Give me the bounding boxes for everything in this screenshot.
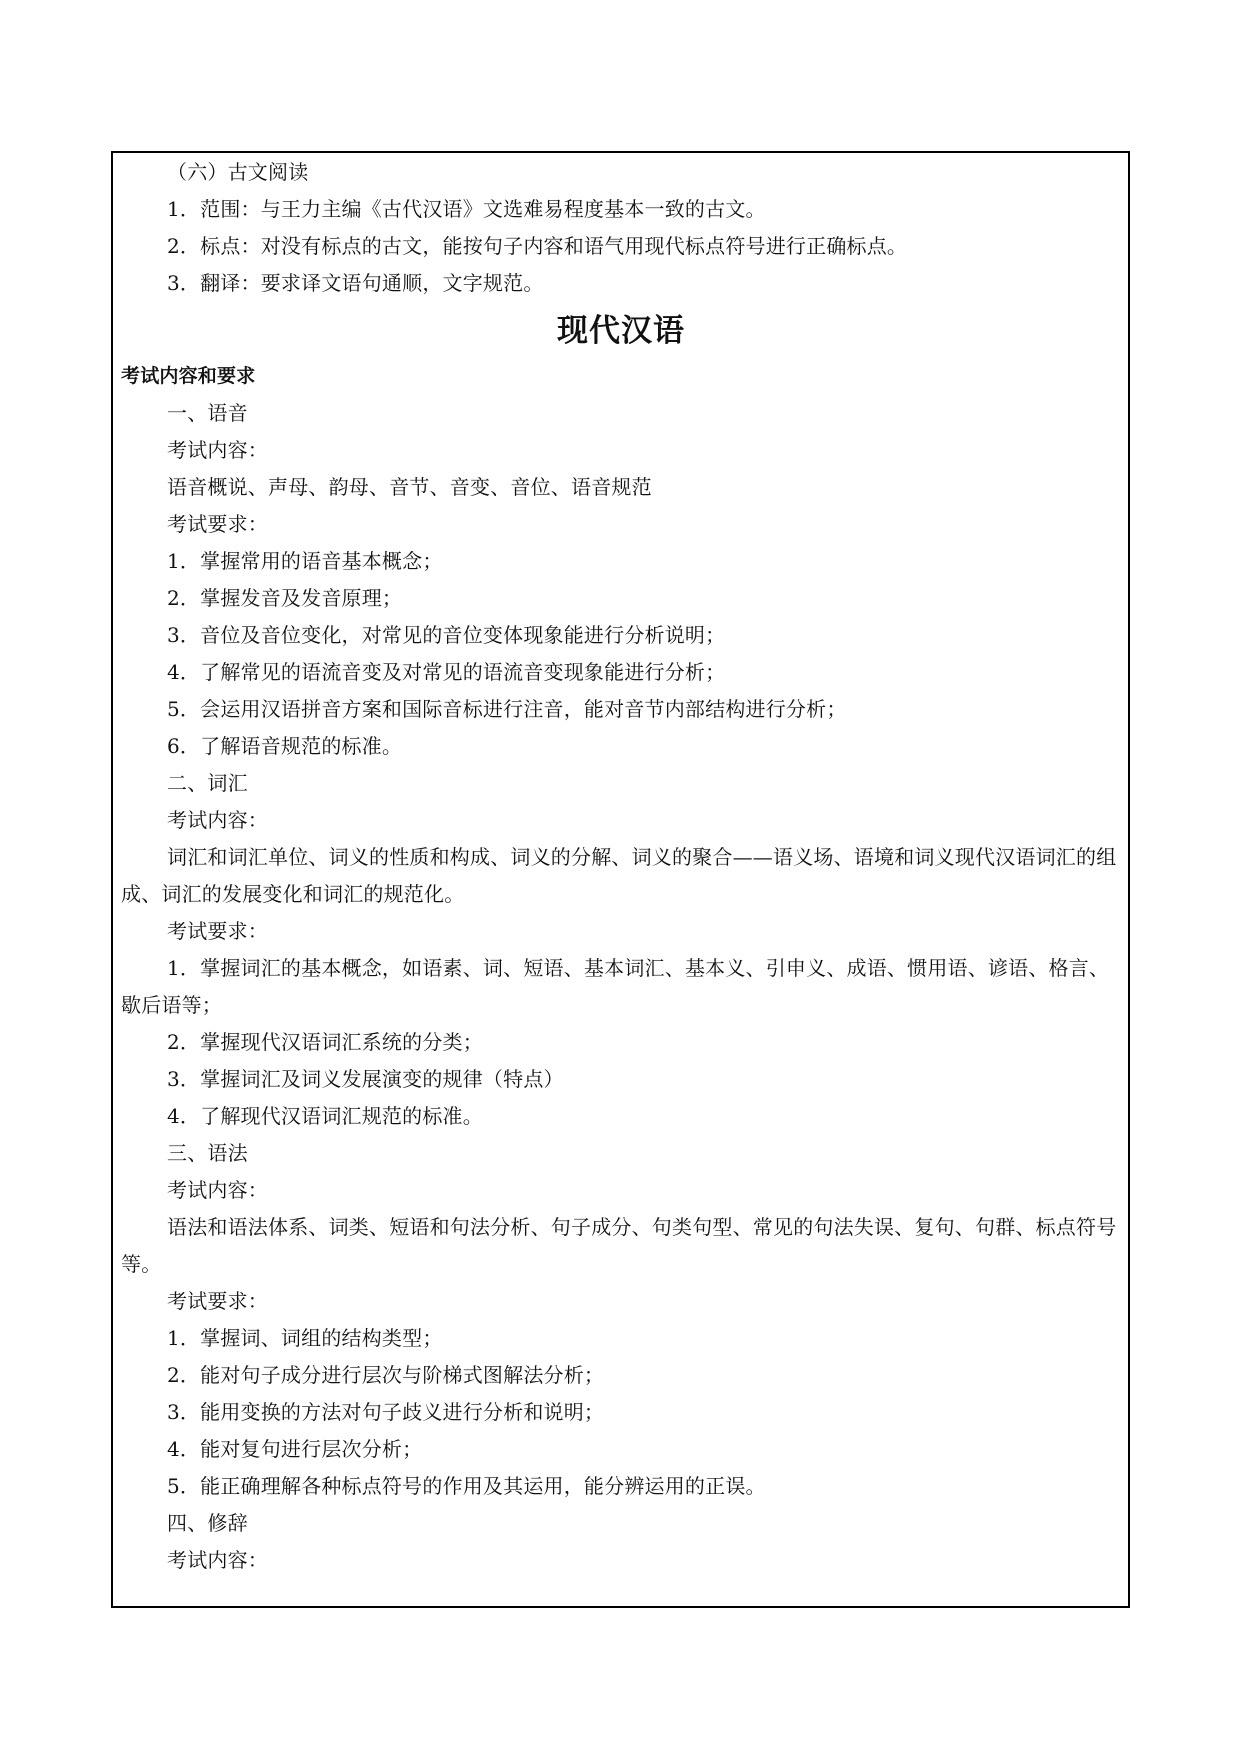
phonetics-req-1: 1．掌握常用的语音基本概念；	[167, 549, 443, 573]
grammar-req-1: 1．掌握词、词组的结构类型；	[167, 1326, 443, 1350]
rhetoric-content-label: 考试内容：	[167, 1548, 268, 1572]
grammar-req-5: 5．能正确理解各种标点符号的作用及其运用，能分辨运用的正误。	[167, 1474, 766, 1498]
phonetics-content-label: 考试内容：	[167, 438, 268, 462]
phonetics-req-2: 2．掌握发音及发音原理；	[167, 586, 403, 610]
rhetoric-title: 四、修辞	[167, 1511, 248, 1535]
section-six-item-3: 3．翻译：要求译文语句通顺，文字规范。	[167, 271, 544, 295]
vocabulary-req-3: 3．掌握词汇及词义发展演变的规律（特点）	[167, 1067, 564, 1091]
phonetics-req-6: 6．了解语音规范的标准。	[167, 734, 403, 758]
phonetics-req-label: 考试要求：	[167, 512, 268, 536]
exam-header: 考试内容和要求	[121, 365, 256, 387]
grammar-content-label: 考试内容：	[167, 1178, 268, 1202]
vocabulary-content: 词汇和词汇单位、词义的性质和构成、词义的分解、词义的聚合——语义场、语境和词义现代汉语词汇的组成、词汇的发展变化和词汇的规范化。	[121, 845, 1117, 906]
document-content	[121, 154, 1121, 1579]
phonetics-req-4: 4．了解常见的语流音变及对常见的语流音变现象能进行分析；	[167, 660, 726, 684]
grammar-req-label: 考试要求：	[167, 1289, 268, 1313]
section-six-item-2: 2．标点：对没有标点的古文，能按句子内容和语气用现代标点符号进行正确标点。	[167, 234, 908, 258]
phonetics-title: 一、语音	[167, 401, 248, 425]
grammar-req-3: 3．能用变换的方法对句子歧义进行分析和说明；	[167, 1400, 605, 1424]
grammar-req-2: 2．能对句子成分进行层次与阶梯式图解法分析；	[167, 1363, 605, 1387]
grammar-title: 三、语法	[167, 1141, 248, 1165]
vocabulary-title: 二、词汇	[167, 771, 248, 795]
vocabulary-req-label: 考试要求：	[167, 919, 268, 943]
grammar-req-4: 4．能对复句进行层次分析；	[167, 1437, 423, 1461]
phonetics-req-3: 3．音位及音位变化，对常见的音位变体现象能进行分析说明；	[167, 623, 726, 647]
page-heading: 现代汉语	[557, 313, 685, 349]
vocabulary-content-label: 考试内容：	[167, 808, 268, 832]
phonetics-req-5: 5．会运用汉语拼音方案和国际音标进行注音，能对音节内部结构进行分析；	[167, 697, 847, 721]
phonetics-content: 语音概说、声母、韵母、音节、音变、音位、语音规范	[167, 475, 652, 499]
section-six-item-1: 1．范围：与王力主编《古代汉语》文选难易程度基本一致的古文。	[167, 197, 766, 221]
vocabulary-req-1: 1．掌握词汇的基本概念，如语素、词、短语、基本词汇、基本义、引申义、成语、惯用语、谚语、格言、歇后语等；	[121, 956, 1110, 1017]
vocabulary-req-4: 4．了解现代汉语词汇规范的标准。	[167, 1104, 483, 1128]
vocabulary-req-2: 2．掌握现代汉语词汇系统的分类；	[167, 1030, 483, 1054]
grammar-content: 语法和语法体系、词类、短语和句法分析、句子成分、句类句型、常见的句法失误、复句、句群、标点符号等。	[121, 1215, 1117, 1276]
section-six-title: （六）古文阅读	[167, 160, 309, 184]
